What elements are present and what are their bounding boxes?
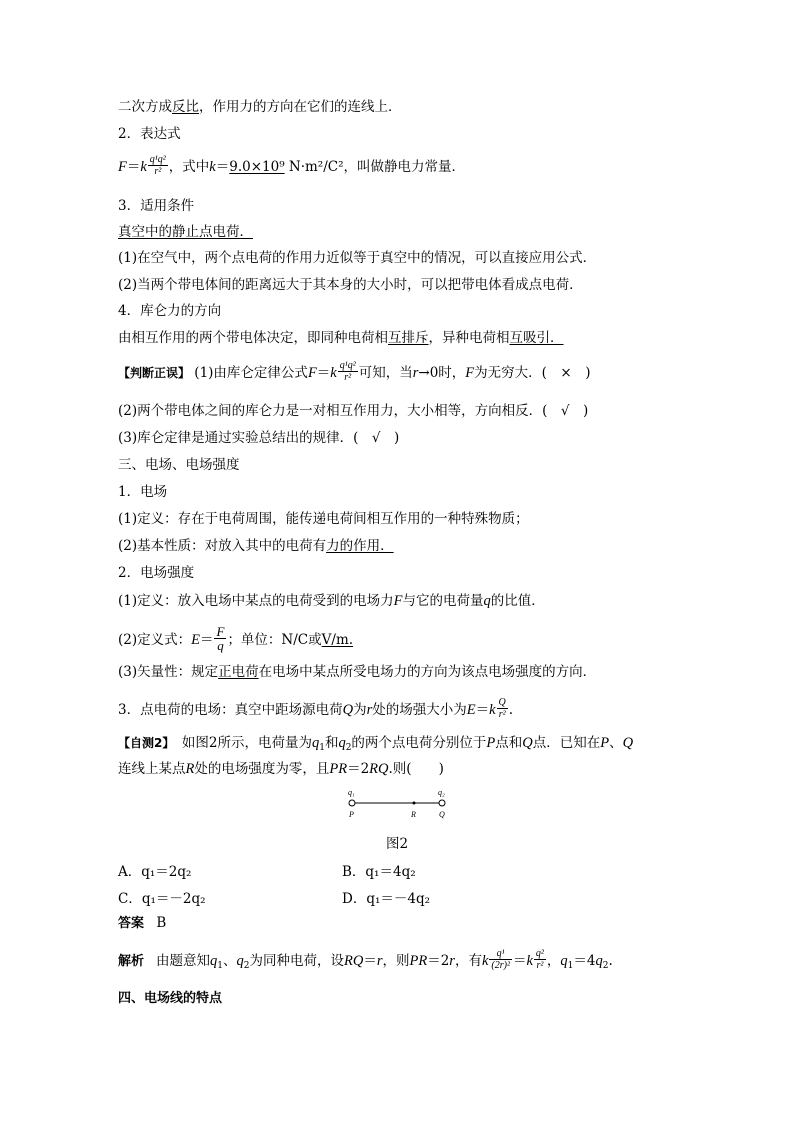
text: . xyxy=(608,953,613,969)
formula-line xyxy=(118,156,465,179)
text: →0时， xyxy=(418,365,466,381)
symbol: k xyxy=(330,365,337,381)
subscript: 2 xyxy=(602,961,609,971)
subheading: 2．表达式 xyxy=(118,126,181,142)
text: . xyxy=(508,702,514,718)
symbol: r xyxy=(376,953,383,969)
symbol: q xyxy=(236,953,244,969)
symbol: R xyxy=(185,761,195,777)
subscript: 2 xyxy=(345,743,352,753)
symbol: k xyxy=(481,953,489,969)
answer-value: B xyxy=(156,915,167,931)
symbol: F xyxy=(465,365,475,381)
text: 可知，当 xyxy=(358,365,413,381)
text-line: (2)当两个带电体间的距离远大于其本身的大小时，可以把带电体看成点电荷． xyxy=(118,277,583,293)
text: (2)定义式： xyxy=(118,632,192,648)
text: 的比值． xyxy=(490,593,545,609)
section-heading: 四、电场线的特点 xyxy=(118,991,223,1006)
symbol: q xyxy=(595,953,603,969)
charge-diagram xyxy=(338,786,458,826)
text: 3．点电荷的电场：真空中距场源电荷 xyxy=(118,702,343,718)
blank-answer: 真空中的静止点电荷． xyxy=(118,224,253,240)
text: 由相互作用的两个带电体决定，即同种电荷相 xyxy=(118,330,388,346)
text-line: (3)库仑定律是通过实验总结出的规律．( √ ) xyxy=(118,430,400,446)
text: 为无穷大．( × ) xyxy=(474,365,591,381)
text: 二次方成 xyxy=(118,99,172,115)
text-line xyxy=(118,98,402,116)
text-line xyxy=(118,592,545,610)
fraction xyxy=(214,625,226,652)
text: ＝ xyxy=(215,159,230,175)
blank-answer: 反比 xyxy=(172,99,199,115)
text: ＝2 xyxy=(347,761,370,777)
symbol: F xyxy=(393,593,403,609)
symbol: q xyxy=(311,735,320,751)
numerator: q¹ xyxy=(489,948,512,960)
symbol: RQ xyxy=(343,953,364,969)
symbol: r xyxy=(366,702,373,718)
text: ，有 xyxy=(454,953,482,969)
text: ＝ xyxy=(512,953,527,969)
symbol: PR xyxy=(329,761,348,777)
label-p: P xyxy=(349,810,354,819)
blank-answer: 9.0×10⁹ xyxy=(229,159,285,175)
text: ＝4 xyxy=(573,953,596,969)
symbol: E xyxy=(466,702,476,718)
text: ；单位：N/C或 xyxy=(227,632,322,648)
symbol: q xyxy=(338,735,346,751)
symbol: Q xyxy=(342,702,354,718)
symbol: q xyxy=(483,593,491,609)
symbol: F xyxy=(307,365,317,381)
text: 的两个点电荷分别位于 xyxy=(351,735,487,751)
text: 如图2所示，电荷量为 xyxy=(168,735,312,751)
text-line: (2)两个带电体之间的库仑力是一对相互作用力，大小相等，方向相反．( √ ) xyxy=(118,403,589,419)
symbol: RQ xyxy=(369,761,389,777)
fraction xyxy=(534,948,546,971)
text: ＝2 xyxy=(427,953,450,969)
text: 由题意知 xyxy=(156,953,211,969)
text: ，式中 xyxy=(168,159,210,175)
numerator: q² xyxy=(535,948,544,959)
symbol: k xyxy=(489,702,496,718)
text: ，异种电荷相 xyxy=(428,330,510,346)
blank-answer: 互吸引． xyxy=(509,330,564,346)
numerator: Q xyxy=(498,697,506,708)
text: N·m²/C²，叫做静电力常量． xyxy=(284,159,466,175)
subheading: 4．库仑力的方向 xyxy=(118,303,222,319)
text: (2)基本性质：对放入其中的电荷有 xyxy=(118,538,327,554)
denominator: r² xyxy=(498,709,506,720)
subheading: 1．电场 xyxy=(118,484,168,500)
text: 点．已知在 xyxy=(532,735,601,751)
symbol: P xyxy=(600,735,610,751)
symbol: q xyxy=(560,953,568,969)
fraction xyxy=(338,360,358,383)
text: 点和 xyxy=(495,735,523,751)
fraction xyxy=(489,948,512,971)
text: ，则 xyxy=(382,953,410,969)
text: 、 xyxy=(609,735,623,751)
denominator: q xyxy=(217,638,224,653)
symbol: k xyxy=(526,953,533,969)
text: (3)矢量性：规定 xyxy=(118,664,219,680)
fraction xyxy=(148,154,168,177)
subscript: 1 xyxy=(567,961,574,971)
denominator: r² xyxy=(536,960,544,971)
fraction xyxy=(497,697,508,720)
subscript: 1 xyxy=(319,743,325,753)
point-r xyxy=(413,802,416,805)
symbol: Q xyxy=(622,735,634,751)
text: ，作用力的方向在它们的连线上． xyxy=(199,99,402,115)
denominator: (2r)² xyxy=(491,960,510,971)
blank-answer: 互排斥 xyxy=(388,330,429,346)
text: 和 xyxy=(324,735,339,751)
symbol: k xyxy=(140,159,147,175)
text: ＝ xyxy=(363,953,377,969)
numerator: F xyxy=(216,624,225,639)
analysis-line xyxy=(118,950,613,975)
option-c: C．q₁＝－2q₂ xyxy=(118,891,206,907)
symbol: PR xyxy=(409,953,428,969)
symbol: Q xyxy=(522,735,533,751)
subscript: 2 xyxy=(243,961,250,971)
text: (1)定义：放入电场中某点的电荷受到的电场力 xyxy=(118,593,394,609)
text-line xyxy=(118,537,394,555)
text: (1)由库仑定律公式 xyxy=(190,365,308,381)
label-q: Q xyxy=(439,810,445,819)
answer-line xyxy=(118,914,166,933)
text: ， xyxy=(546,953,561,969)
analysis-label: 解析 xyxy=(118,954,145,969)
text: 为 xyxy=(353,702,367,718)
symbol: E xyxy=(191,632,200,648)
judge-line xyxy=(118,362,591,385)
text: ＝ xyxy=(475,702,490,718)
option-a: A．q₁＝2q₂ xyxy=(118,864,192,880)
blank-answer: 力的作用． xyxy=(326,538,394,554)
symbol: q xyxy=(210,953,218,969)
text: 处的场强大小为 xyxy=(372,702,467,718)
section-heading: 三、电场、电场强度 xyxy=(118,457,240,473)
text: 与它的电荷量 xyxy=(402,593,484,609)
subheading: 3．适用条件 xyxy=(118,198,195,214)
figure-caption: 图2 xyxy=(386,836,409,852)
denominator: r² xyxy=(344,372,352,383)
answer-label: 答案 xyxy=(118,916,145,931)
question-line xyxy=(118,760,444,778)
question-tag: 【自测2】 xyxy=(118,736,169,750)
text: 、 xyxy=(223,953,237,969)
text: 处的电场强度为零，且 xyxy=(194,761,330,777)
option-d: D．q₁＝－4q₂ xyxy=(342,891,431,907)
text: ＝ xyxy=(126,159,141,175)
subheading: 2．电场强度 xyxy=(118,565,195,581)
judge-tag: 【判断正误】 xyxy=(118,366,191,380)
text-line: (1)定义：存在于电荷周围，能传递电荷间相互作用的一种特殊物质； xyxy=(118,511,529,527)
question-line xyxy=(118,734,633,757)
text: ＝ xyxy=(199,632,214,648)
symbol: r xyxy=(412,365,419,381)
denominator: r² xyxy=(154,166,162,177)
symbol: k xyxy=(209,159,216,175)
text: 连线上某点 xyxy=(118,761,186,777)
label-q1: q₁ xyxy=(348,788,355,797)
subscript: 1 xyxy=(217,961,223,971)
blank-answer: V/m. xyxy=(321,632,354,648)
symbol: F xyxy=(118,159,127,175)
numerator: q¹q² xyxy=(149,154,166,165)
charge-q-point xyxy=(439,800,445,806)
label-q2: q₂ xyxy=(438,788,445,797)
numerator: q¹q² xyxy=(339,360,356,371)
formula-line xyxy=(118,624,354,654)
blank-answer: 正电荷 xyxy=(218,664,259,680)
text-line: (1)在空气中，两个点电荷的作用力近似等于真空中的情况，可以直接应用公式． xyxy=(118,250,597,266)
text: ＝ xyxy=(316,365,331,381)
label-r: R xyxy=(411,810,416,819)
symbol: P xyxy=(486,735,496,751)
text-line xyxy=(118,663,596,681)
text: 为同种电荷，设 xyxy=(249,953,344,969)
text: .则( ) xyxy=(388,761,444,777)
text-line xyxy=(118,329,564,347)
symbol: r xyxy=(449,953,455,969)
option-b: B．q₁＝4q₂ xyxy=(342,864,416,880)
text: 在电场中某点所受电场力的方向为该点电场强度的方向． xyxy=(258,664,597,680)
charge-p-point xyxy=(349,800,355,806)
formula-line xyxy=(118,699,513,722)
